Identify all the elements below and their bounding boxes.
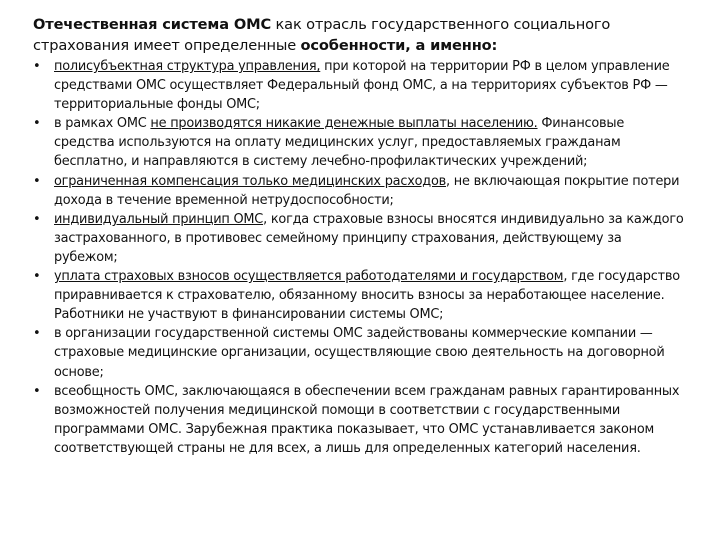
bullet-underlined-text: не производятся никакие денежные выплаты населению. [150, 116, 538, 132]
bullet-underlined-text: индивидуальный принцип ОМС [54, 211, 264, 227]
bullet-marker: • [33, 211, 41, 227]
bullet-marker: • [33, 173, 41, 189]
intro-bold-features: особенности, а именно: [300, 37, 498, 54]
intro-bold-subject: Отечественная система ОМС [33, 16, 272, 33]
bullet-text: всеобщность ОМС, заключающаяся в обеспечении всем гражданам равных гарантированных возможностей получения медицинской помощи в соответствии с государственными программами ОМС. Зарубежная практика показывает, что ОМС устанавливается законом соответствующей страны не для всех, а лишь для определенных категорий населения. [54, 383, 680, 456]
bullet-marker: • [33, 116, 41, 132]
bullet-underlined-text: полисубъектная структура управления, [54, 59, 321, 74]
bullet-underlined-text: уплата страховых взносов осуществляется работодателями и государством [54, 269, 564, 285]
bullet-text: , где государство приравнивается к страхователю, обязанному вносить взносы за неработающее население. Работники не участвуют в финансировании системы ОМС; [54, 269, 680, 323]
bullet-text: , не включающая покрытие потери дохода в течение временной нетрудоспособности; [54, 173, 680, 208]
list-item-limited-compensation [33, 172, 688, 210]
list-item-individual-principle [33, 210, 688, 267]
list-item-no-payments [33, 114, 688, 171]
bullet-marker: • [33, 326, 41, 342]
bullet-text: в организации государственной системы ОМС задействованы коммерческие компании — страховые медицинские организации, осуществляющие свою деятельность на договорной основе; [54, 326, 665, 380]
bullet-marker: • [33, 383, 41, 399]
bullet-lead-text: в рамках ОМС [54, 116, 151, 132]
list-item-polysubject [33, 57, 688, 114]
list-item-commercial-companies [33, 324, 688, 381]
list-item-universality [33, 382, 688, 458]
features-list [33, 57, 688, 458]
bullet-marker: • [33, 59, 41, 74]
intro-text: как отрасль государственного социального страхования имеет определенные [33, 16, 611, 54]
bullet-text: , когда страховые взносы вносятся индивидуально за каждого застрахованного, в противовес семейному принципу страхования, действующему за рубежом; [54, 211, 684, 265]
bullet-underlined-text: ограниченная компенсация только медицинских расходов [54, 173, 447, 189]
bullet-marker: • [33, 269, 41, 285]
list-item-contributions [33, 267, 688, 324]
bullet-text: при которой на территории РФ в целом управление средствами ОМС осуществляет Федеральный фонд ОМС, а на территориях субъектов РФ — территориальные фонды ОМС; [54, 59, 670, 113]
intro-paragraph [33, 14, 693, 56]
bullet-text: Финансовые средства используются на оплату медицинских услуг, предоставляемых гражданам бесплатно, и направляются в систему лечебно-профилактических учреждений; [54, 116, 625, 170]
